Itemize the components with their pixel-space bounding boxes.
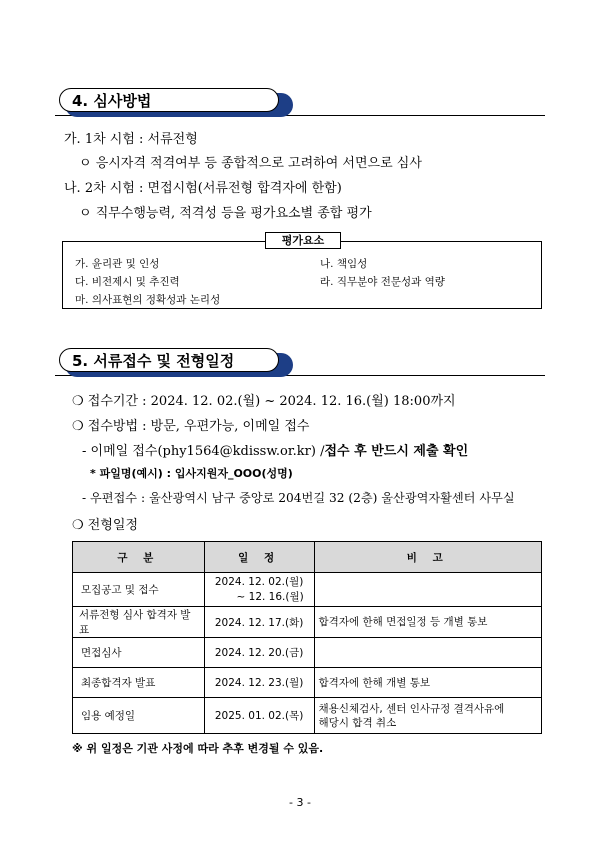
row-category: 임용 예정일 bbox=[73, 698, 205, 734]
evaluation-title: 평가요소 bbox=[265, 232, 341, 249]
header-category: 구 분 bbox=[73, 542, 205, 573]
eval-item-1: 가. 윤리관 및 인성 bbox=[75, 258, 160, 270]
eval-item-5: 마. 의사표현의 정확성과 논리성 bbox=[75, 294, 221, 306]
row-category: 최종합격자 발표 bbox=[73, 668, 205, 698]
row-category: 모집공고 및 접수 bbox=[73, 573, 205, 607]
schedule-table bbox=[72, 541, 542, 734]
table-row bbox=[73, 573, 542, 607]
page-number: - 3 - bbox=[289, 796, 311, 809]
sec5-method: ❍ 접수방법 : 방문, 우편가능, 이메일 접수 bbox=[72, 419, 310, 434]
row-note bbox=[314, 573, 541, 607]
sec5-filename: * 파일명(예시) : 입사지원자_OOO(성명) bbox=[90, 467, 293, 480]
sec5-period: ❍ 접수기간 : 2024. 12. 02.(월) ~ 2024. 12. 16.(월) 18:00까지 bbox=[72, 394, 456, 409]
row-date-line2: ~ 12. 16.(월) bbox=[236, 590, 304, 603]
table-row bbox=[73, 638, 542, 668]
row-note: 합격자에 한해 면접일정 등 개별 통보 bbox=[314, 607, 541, 638]
row-date: 2024. 12. 20.(금) bbox=[204, 638, 314, 668]
section-4-header bbox=[55, 88, 555, 118]
schedule-footnote: ※ 위 일정은 기관 사정에 따라 추후 변경될 수 있음. bbox=[72, 742, 324, 755]
sec4-item1-detail: ㅇ 응시자격 적격여부 등 종합적으로 고려하여 서면으로 심사 bbox=[79, 156, 422, 171]
section-4-title: 4. 심사방법 bbox=[59, 88, 279, 112]
row-date: 2025. 01. 02.(목) bbox=[204, 698, 314, 734]
table-row bbox=[73, 607, 542, 638]
row-note-line2: 해당시 합격 취소 bbox=[318, 716, 397, 729]
row-date: 2024. 12. 17.(화) bbox=[204, 607, 314, 638]
row-note-line1: 채용신체검사, 센터 인사규정 결격사유에 bbox=[318, 702, 505, 715]
table-row bbox=[73, 698, 542, 734]
schedule-header-row bbox=[73, 542, 542, 573]
sec5-email-prefix: - 이메일 접수(phy1564@kdissw.or.kr) / bbox=[82, 444, 325, 459]
section-5-title: 5. 서류접수 및 전형일정 bbox=[59, 348, 279, 372]
sec5-email-bold: 접수 후 반드시 제출 확인 bbox=[324, 444, 469, 459]
row-note: 합격자에 한해 개별 통보 bbox=[314, 668, 541, 698]
sec5-schedule-label: ❍ 전형일정 bbox=[72, 518, 139, 533]
eval-item-2: 나. 책임성 bbox=[320, 258, 368, 270]
row-note bbox=[314, 698, 541, 734]
row-date: 2024. 12. 23.(월) bbox=[204, 668, 314, 698]
sec4-item2: 나. 2차 시험 : 면접시험(서류전형 합격자에 한함) bbox=[64, 181, 342, 196]
row-date-line1: 2024. 12. 02.(월) bbox=[214, 575, 304, 588]
header-date: 일 정 bbox=[204, 542, 314, 573]
sec5-post: - 우편접수 : 울산광역시 남구 중앙로 204번길 32 (2층) 울산광역자활센터 사무실 bbox=[82, 491, 515, 505]
header-note: 비 고 bbox=[314, 542, 541, 573]
row-category: 면접심사 bbox=[73, 638, 205, 668]
row-date bbox=[204, 573, 314, 607]
sec4-item2-detail: ㅇ 직무수행능력, 적격성 등을 평가요소별 종합 평가 bbox=[79, 206, 372, 221]
eval-item-4: 라. 직무분야 전문성과 역량 bbox=[320, 276, 445, 288]
sec5-email bbox=[82, 440, 468, 459]
sec4-item1: 가. 1차 시험 : 서류전형 bbox=[64, 132, 198, 147]
row-note bbox=[314, 638, 541, 668]
row-category: 서류전형 심사 합격자 발표 bbox=[73, 607, 205, 638]
section-5-header bbox=[55, 348, 555, 378]
table-row bbox=[73, 668, 542, 698]
eval-item-3: 다. 비전제시 및 추진력 bbox=[75, 276, 180, 288]
